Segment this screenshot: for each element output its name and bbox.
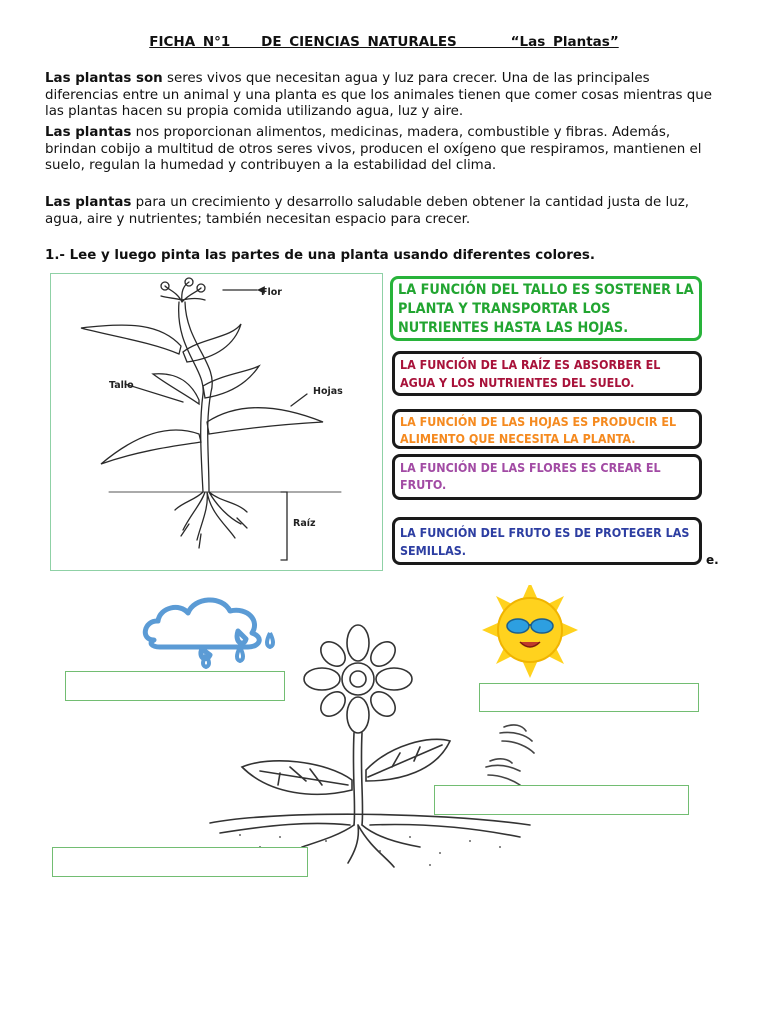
label-hojas: Hojas: [313, 386, 343, 397]
plant-parts-diagram: [50, 273, 383, 571]
paragraph-body: nos proporcionan alimentos, medicinas, madera, combustible y fibras. Además, brindan cobijo a multitud de otros seres vivos, producen el oxígeno que respiramos, mantienen el suelo, regulan la humedad y contribuyen a la estabilidad del clima.: [45, 125, 702, 173]
label-tallo: Tallo: [109, 380, 134, 391]
label-raiz: Raíz: [293, 518, 316, 529]
rain-cloud-icon: [145, 600, 273, 667]
paragraph-lead: Las plantas: [45, 195, 132, 210]
sun-with-sunglasses-icon: [482, 585, 578, 678]
benefits-paragraph: [45, 125, 725, 175]
leaves-function-box: LA FUNCIÓN DE LAS HOJAS ES PRODUCIR EL ALIMENTO QUE NECESITA LA PLANTA.: [392, 409, 702, 449]
fruit-function-box: LA FUNCIÓN DEL FRUTO ES DE PROTEGER LAS SEMILLAS.: [392, 517, 702, 565]
paragraph-lead: Las plantas: [45, 125, 132, 140]
task-instruction: 1.- Lee y luego pinta las partes de una planta usando diferentes colores.: [45, 248, 595, 263]
answer-box-wind[interactable]: [434, 785, 689, 815]
page-title: FICHA N°1 DE CIENCIAS NATURALES “Las Plantas”: [149, 34, 619, 50]
answer-box-soil[interactable]: [52, 847, 308, 877]
root-function-box: LA FUNCIÓN DE LA RAÍZ ES ABSORBER EL AGUA Y LOS NUTRIENTES DEL SUELO.: [392, 351, 702, 396]
answer-box-sun[interactable]: [479, 683, 699, 712]
stray-text: e.: [706, 553, 719, 567]
needs-paragraph: [45, 195, 725, 228]
flowers-function-box: LA FUNCIÓN DE LAS FLORES ES CREAR EL FRUTO.: [392, 454, 702, 500]
plant-needs-scene: [130, 585, 650, 875]
paragraph-body: seres vivos que necesitan agua y luz para crecer. Una de las principales diferencias entre un animal y una planta es que los animales tienen que comer cosas mientras que las plantas hacen su propia comida utilizando agua, luz y aire.: [45, 71, 713, 119]
wind-icon: [486, 725, 534, 785]
stem-function-box: LA FUNCIÓN DEL TALLO ES SOSTENER LA PLANTA Y TRANSPORTAR LOS NUTRIENTES HASTA LAS HOJAS.: [390, 276, 702, 341]
paragraph-body: para un crecimiento y desarrollo saludable deben obtener la cantidad justa de luz, agua, aire y nutrientes; también necesitan espacio para crecer.: [45, 195, 690, 227]
intro-paragraph: [45, 71, 725, 121]
flower-plant-drawing: [210, 625, 530, 867]
paragraph-lead: Las plantas son: [45, 71, 163, 86]
answer-box-rain[interactable]: [65, 671, 285, 701]
plant-sketch-illustration: [51, 274, 384, 572]
label-flor: Flor: [261, 287, 282, 298]
